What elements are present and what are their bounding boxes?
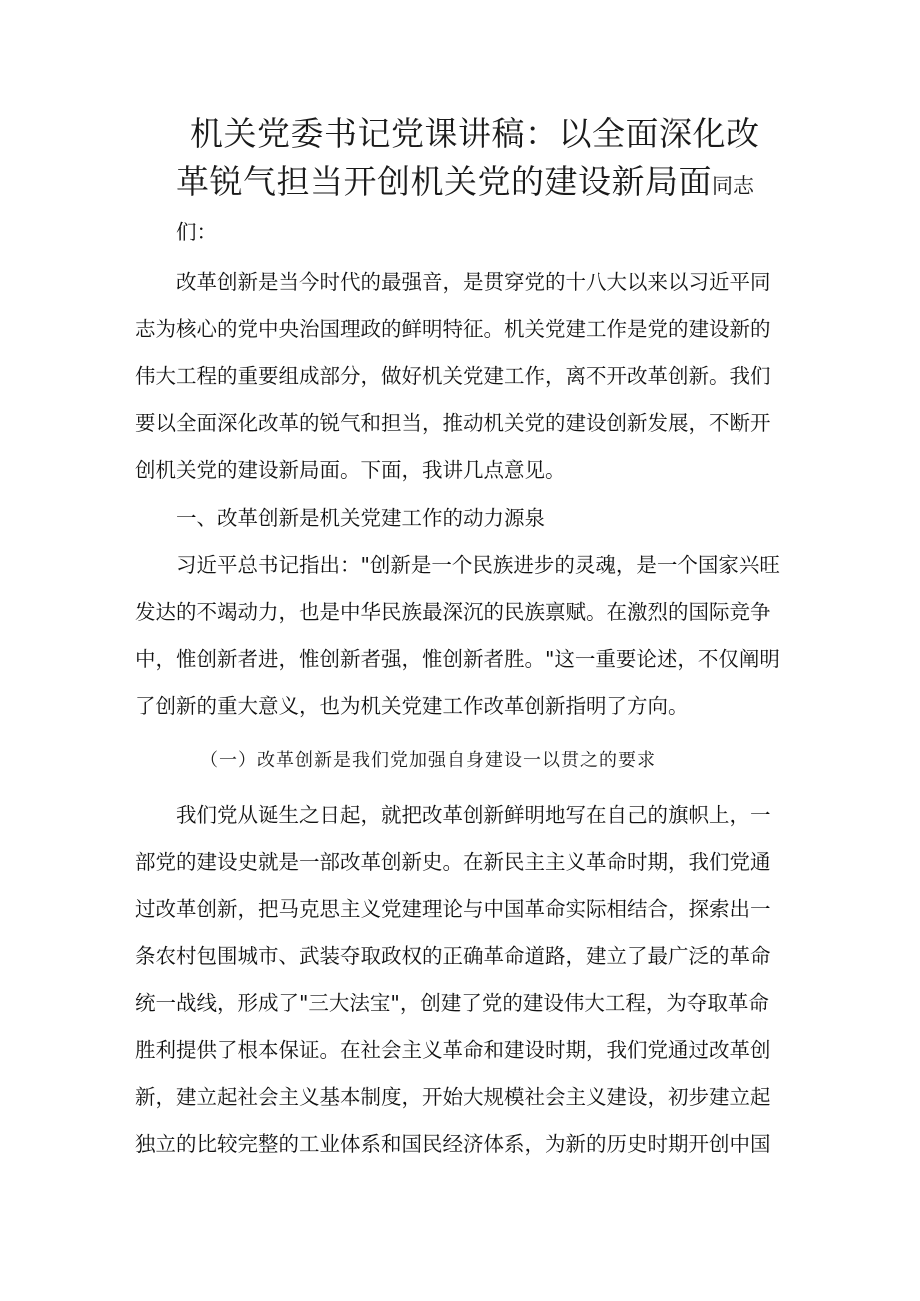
subsection-heading-1: （一）改革创新是我们党加强自身建设一以贯之的要求 (200, 750, 656, 771)
paragraph-3-block (135, 792, 785, 1168)
paragraph-1: 改革创新是当今时代的最强音，是贯穿党的十八大以来以习近平同志为核心的党中央治国理政的鲜明特征。机关党建工作是党的建设新的伟大工程的重要组成部分，做好机关党建工作，离不开改革创新。我们要以全面深化改革的锐气和担当，推动机关党的建设创新发展，不断开创机关党的建设新局面。下面，我讲几点意见。 (135, 270, 771, 482)
title-line-2 (176, 158, 796, 210)
paragraph-2-block (135, 542, 785, 730)
paragraph-1-block (135, 259, 785, 494)
title-line-2-text: 革锐气担当开创机关党的建设新局面 (176, 162, 712, 201)
section-heading-1: 一、改革创新是机关党建工作的动力源泉 (176, 506, 545, 530)
document-title (176, 110, 796, 210)
greeting: 们： (176, 220, 217, 244)
title-line-1: 机关党委书记党课讲稿：以全面深化改 (190, 114, 760, 153)
paragraph-2: 习近平总书记指出："创新是一个民族进步的灵魂，是一个国家兴旺发达的不竭动力，也是中华民族最深沉的民族禀赋。在激烈的国际竞争中，惟创新者进，惟创新者强，惟创新者胜。"这一重要论述，不仅阐明了创新的重大意义，也为机关党建工作改革创新指明了方向。 (135, 553, 780, 718)
paragraph-3: 我们党从诞生之日起，就把改革创新鲜明地写在自己的旗帜上，一部党的建设史就是一部改革创新史。在新民主主义革命时期，我们党通过改革创新，把马克思主义党建理论与中国革命实际相结合，探索出一条农村包围城市、武装夺取政权的正确革命道路，建立了最广泛的革命统一战线，形成了"三大法宝"，创建了党的建设伟大工程，为夺取革命胜利提供了根本保证。在社会主义革命和建设时期，我们党通过改革创新，建立起社会主义基本制度，开始大规模社会主义建设，初步建立起独立的比较完整的工业体系和国民经济体系，为新的历史时期开创中国 (135, 803, 771, 1156)
title-tail: 同志 (712, 174, 754, 198)
